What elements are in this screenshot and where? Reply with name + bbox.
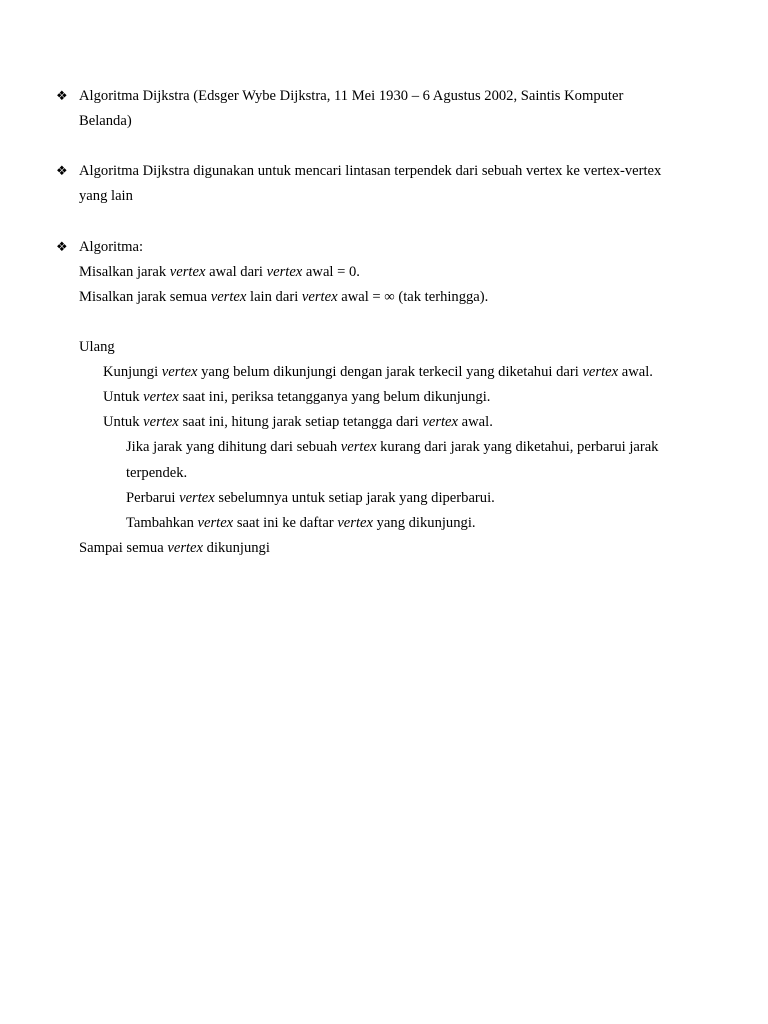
diamond-bullet-icon: ❖	[56, 89, 68, 104]
algorithm-heading: Algoritma:	[79, 239, 144, 255]
paragraph-line: Algoritma Dijkstra digunakan untuk mencari lintasan terpendek dari sebuah vertex ke vertex-vertex	[79, 163, 662, 179]
loop-substep: Tambahkan vertex saat ini ke daftar vertex yang dikunjungi.	[126, 515, 476, 531]
algorithm-init-line: Misalkan jarak semua vertex lain dari vertex awal = ∞ (tak terhingga).	[79, 289, 489, 305]
loop-step: Untuk vertex saat ini, hitung jarak setiap tetangga dari vertex awal.	[103, 414, 493, 430]
diamond-bullet-icon: ❖	[56, 164, 68, 179]
paragraph-line: yang lain	[79, 188, 133, 204]
diamond-bullet-icon: ❖	[56, 240, 68, 255]
loop-substep: Perbarui vertex sebelumnya untuk setiap jarak yang diperbarui.	[126, 490, 495, 506]
loop-step: Kunjungi vertex yang belum dikunjungi dengan jarak terkecil yang diketahui dari vertex awal.	[103, 364, 653, 380]
loop-step: Untuk vertex saat ini, periksa tetangganya yang belum dikunjungi.	[103, 389, 491, 405]
loop-substep: terpendek.	[126, 465, 188, 481]
paragraph-line: Algoritma Dijkstra (Edsger Wybe Dijkstra, 11 Mei 1930 – 6 Agustus 2002, Saintis Komputer	[79, 88, 624, 104]
algorithm-init-line: Misalkan jarak vertex awal dari vertex awal = 0.	[79, 264, 360, 280]
loop-end: Sampai semua vertex dikunjungi	[79, 540, 270, 556]
paragraph-line: Belanda)	[79, 113, 132, 129]
loop-substep: Jika jarak yang dihitung dari sebuah vertex kurang dari jarak yang diketahui, perbarui jarak	[126, 439, 659, 455]
loop-start: Ulang	[79, 339, 115, 355]
